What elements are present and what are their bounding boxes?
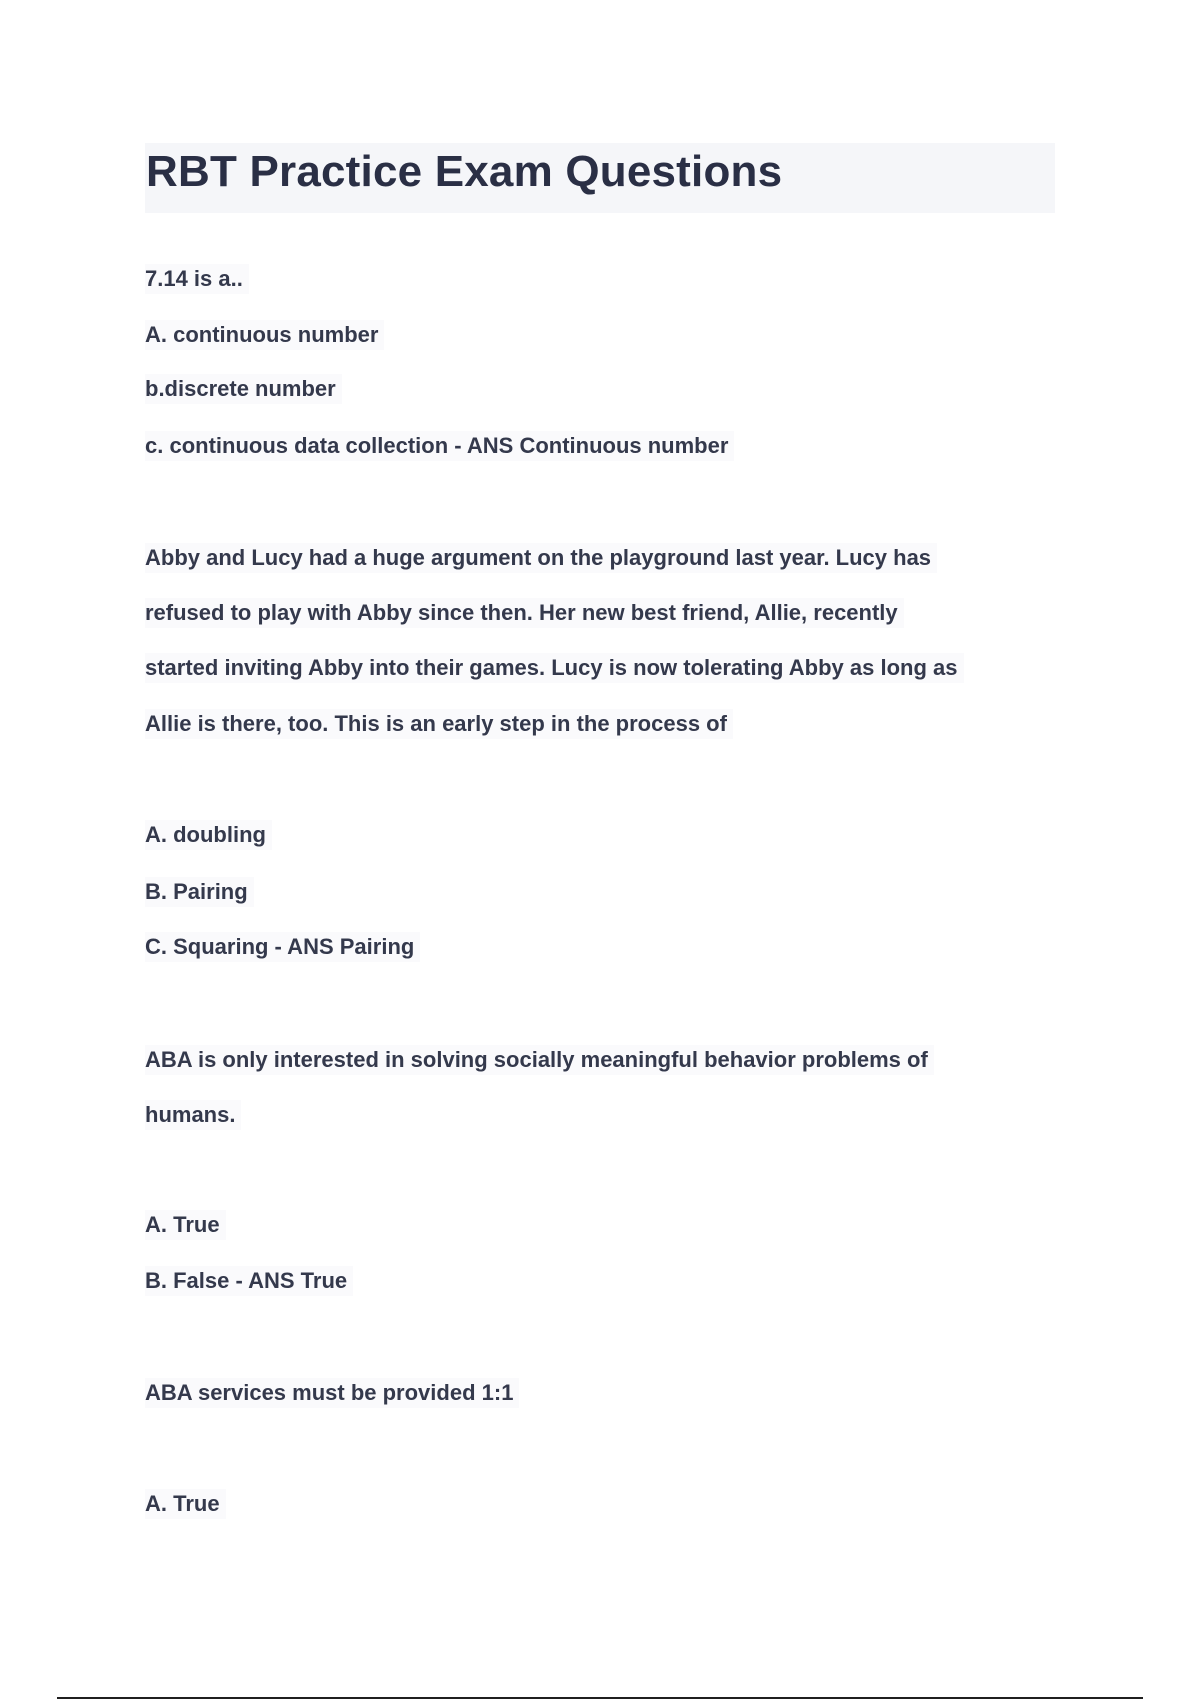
question-prompt: humans. <box>145 1100 241 1130</box>
answer-option: A. True <box>145 1489 226 1519</box>
answer-option-with-answer: C. Squaring - ANS Pairing <box>145 932 420 962</box>
answer-option: A. doubling <box>145 820 272 850</box>
question-prompt: 7.14 is a.. <box>145 264 249 294</box>
page-title: RBT Practice Exam Questions <box>146 147 783 196</box>
answer-option: A. continuous number <box>145 320 384 350</box>
answer-option: A. True <box>145 1210 226 1240</box>
question-prompt: ABA is only interested in solving socially meaningful behavior problems of <box>145 1045 934 1075</box>
question-prompt: Allie is there, too. This is an early step in the process of <box>145 709 733 739</box>
answer-option: b.discrete number <box>145 374 342 404</box>
question-prompt: started inviting Abby into their games. Lucy is now tolerating Abby as long as <box>145 653 964 683</box>
answer-option-with-answer: B. False - ANS True <box>145 1266 353 1296</box>
answer-option: B. Pairing <box>145 877 254 907</box>
question-prompt: refused to play with Abby since then. Her new best friend, Allie, recently <box>145 598 904 628</box>
question-prompt: ABA services must be provided 1:1 <box>145 1378 519 1408</box>
question-prompt: Abby and Lucy had a huge argument on the playground last year. Lucy has <box>145 543 937 573</box>
answer-option-with-answer: c. continuous data collection - ANS Continuous number <box>145 431 734 461</box>
page-bottom-rule <box>57 1697 1143 1699</box>
